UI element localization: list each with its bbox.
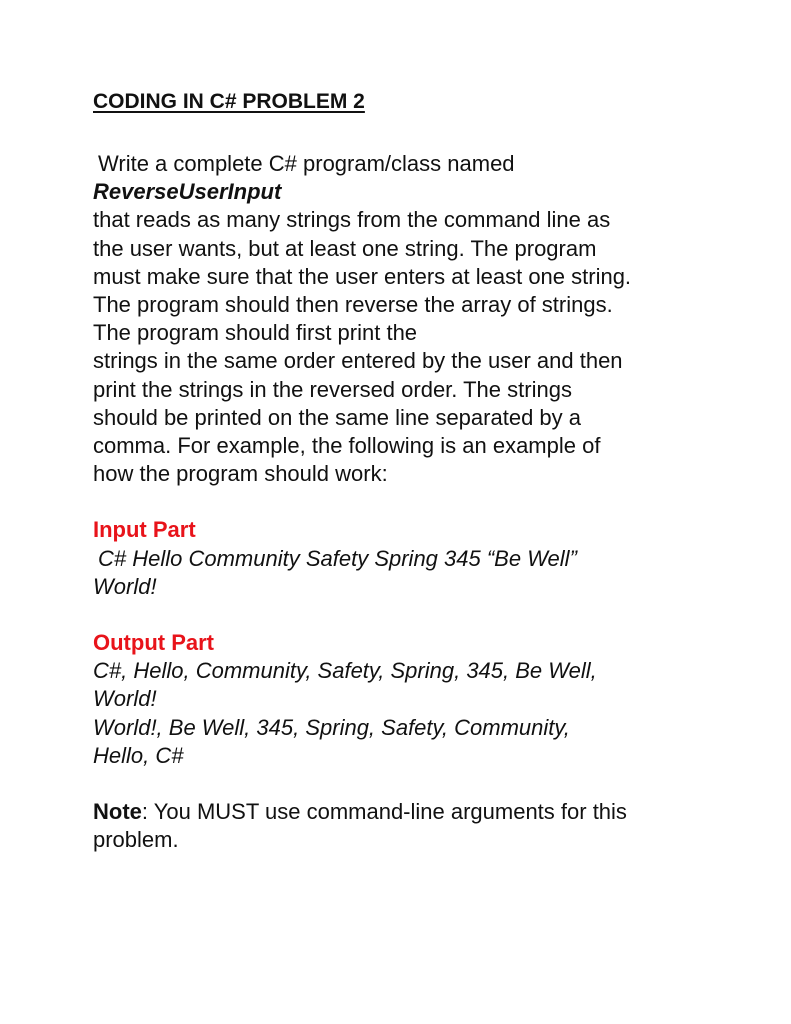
input-part-heading: Input Part — [93, 517, 196, 543]
note-label: Note — [93, 799, 142, 825]
note-text-continued: problem. — [93, 827, 179, 853]
description-line: how the program should work: — [93, 461, 388, 487]
class-name: ReverseUserInput — [93, 179, 282, 205]
spacer — [93, 601, 733, 629]
description-line: that reads as many strings from the command line as — [93, 207, 611, 233]
spacer — [93, 116, 733, 150]
description-line: The program should first print the — [93, 320, 418, 346]
spacer — [93, 488, 733, 516]
output-part-heading: Output Part — [93, 630, 214, 656]
description-line: should be printed on the same line separated by a — [93, 404, 581, 430]
input-example-line: World! — [93, 573, 157, 599]
description-line: print the strings in the reversed order. The strings — [93, 376, 572, 402]
output-example-line: Hello, C# — [93, 742, 184, 768]
description-line: comma. For example, the following is an example of — [93, 433, 601, 459]
input-example-line: C# Hello Community Safety Spring 345 “Be Well” — [98, 545, 577, 571]
description-line: the user wants, but at least one string. The program — [93, 235, 597, 261]
problem-title: CODING IN C# PROBLEM 2 — [93, 90, 365, 113]
spacer — [93, 770, 733, 798]
description-line: must make sure that the user enters at least one string. — [93, 263, 632, 289]
output-example-line: World!, Be Well, 345, Spring, Safety, Community, — [93, 714, 570, 740]
description-line: strings in the same order entered by the user and then — [93, 348, 623, 374]
document-page — [93, 88, 733, 854]
output-example-line: C#, Hello, Community, Safety, Spring, 345, Be Well, — [93, 658, 597, 684]
output-example-line: World! — [93, 686, 157, 712]
description-line: The program should then reverse the array of strings. — [93, 292, 613, 318]
note-text: : You MUST use command-line arguments for this — [141, 799, 627, 825]
intro-line: Write a complete C# program/class named — [98, 151, 515, 176]
note-paragraph — [93, 798, 733, 826]
